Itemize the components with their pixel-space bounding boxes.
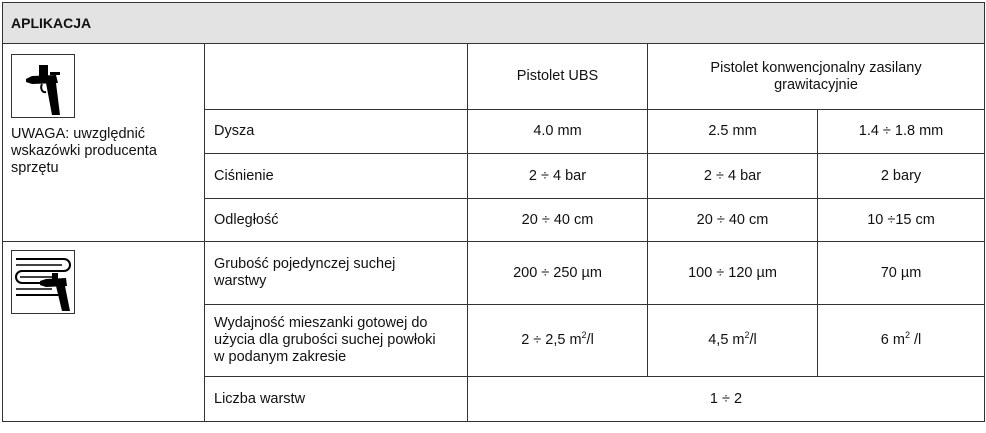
pressure-gravity-b: 2 bary [818,154,985,199]
spray-layers-icon [11,250,75,314]
yield-b-unit: /l [909,332,922,348]
nozzle-gravity-b: 1.4 ÷ 1.8 mm [818,110,985,154]
yield-a-sup: 2 [744,330,750,341]
column-header-ubs: Pistolet UBS [468,44,648,110]
yield-ubs-unit: /l [586,332,594,348]
gravity-header-line2: grawitacyjnie [774,76,858,93]
yield-ubs [468,305,648,377]
coats-value: 1 ÷ 2 [468,377,985,422]
yield-b-base: 6 m [880,332,905,348]
yield-b-sup: 2 [904,330,910,341]
warning-text-2: wskazówki producenta [11,143,157,159]
application-table [2,2,985,422]
empty-header-cell [205,44,468,110]
row-label-distance: Odległość [205,199,468,242]
yield-a-unit: /l [749,332,757,348]
row-label-yield [205,305,468,377]
gravity-header-line1: Pistolet konwencjonalny zasilany [710,59,922,76]
thickness-ubs: 200 ÷ 250 µm [468,242,648,305]
section-header: APLIKACJA [3,3,985,44]
row-label-thickness [205,242,468,305]
yield-a-base: 4,5 m [708,332,745,348]
yield-ubs-base: 2 ÷ 2,5 m [521,332,582,348]
thickness-label-1: Grubość pojedynczej suchej [214,256,396,272]
yield-ubs-sup: 2 [581,330,587,341]
yield-label-2: użycia dla grubości suchej powłoki [214,332,436,348]
row-label-pressure: Ciśnienie [205,154,468,199]
pressure-gravity-a: 2 ÷ 4 bar [648,154,818,199]
warning-colon: : [65,126,70,142]
distance-ubs: 20 ÷ 40 cm [468,199,648,242]
nozzle-ubs: 4.0 mm [468,110,648,154]
nozzle-gravity-a: 2.5 mm [648,110,818,154]
pressure-ubs: 2 ÷ 4 bar [468,154,648,199]
warning-text-3: sprzętu [11,160,59,176]
spray-layers-cell [3,242,205,422]
yield-label-1: Wydajność mieszanki gotowej do [214,315,428,331]
yield-gravity-b [818,305,985,377]
row-label-nozzle: Dysza [205,110,468,154]
distance-gravity-a: 20 ÷ 40 cm [648,199,818,242]
thickness-gravity-b: 70 µm [818,242,985,305]
spray-gun-cell [3,44,205,242]
spray-gun-icon [11,54,75,118]
yield-label-3: w podanym zakresie [214,349,347,365]
thickness-label-2: warstwy [214,273,267,289]
column-header-gravity [648,44,985,110]
distance-gravity-b: 10 ÷15 cm [818,199,985,242]
thickness-gravity-a: 100 ÷ 120 µm [648,242,818,305]
row-label-coats: Liczba warstw [205,377,468,422]
yield-gravity-a [648,305,818,377]
warning-text-1: uwzględnić [69,126,146,142]
warning-note [11,126,204,177]
warning-label: UWAGA [11,126,66,142]
